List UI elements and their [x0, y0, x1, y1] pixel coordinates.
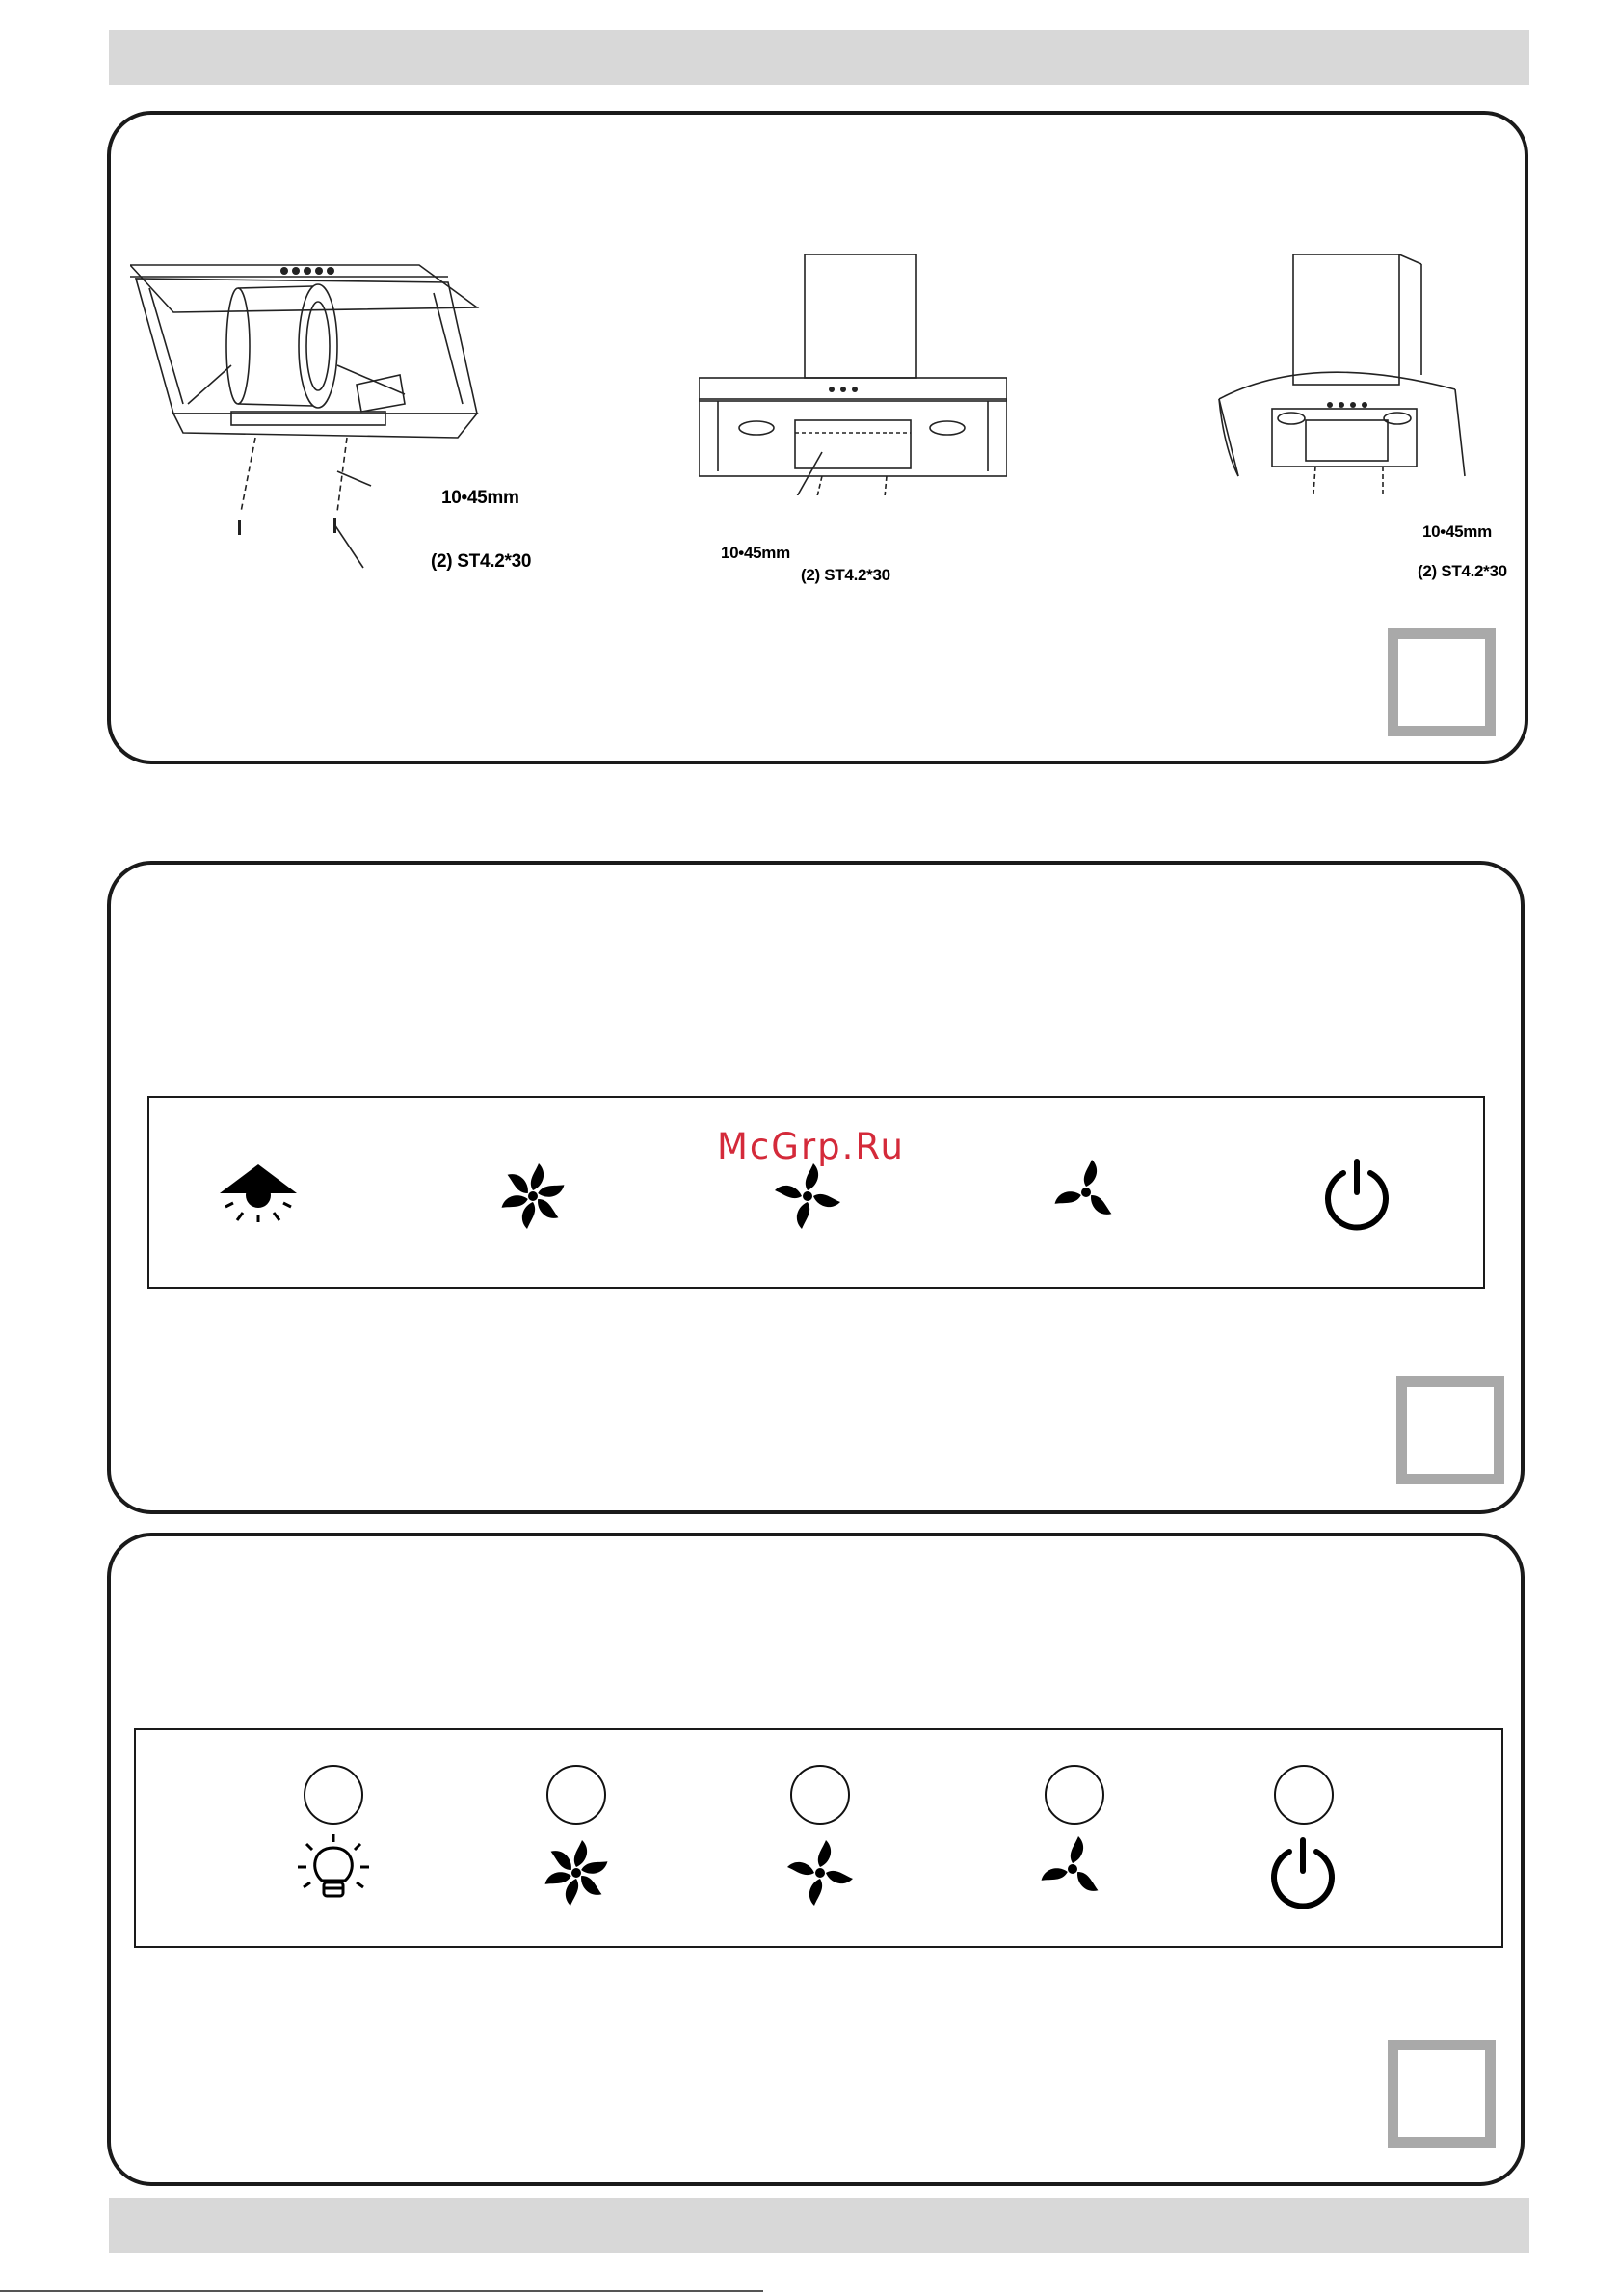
watermark: McGrp.Ru	[717, 1126, 905, 1167]
power-button[interactable]	[1274, 1765, 1334, 1825]
fan-high-button[interactable]	[546, 1765, 606, 1825]
fan-low-icon[interactable]	[1048, 1154, 1125, 1231]
center-screw-size-label: 10•45mm	[721, 544, 790, 562]
curved-glass-hood-diagram	[1214, 254, 1503, 495]
button-control-section	[107, 1533, 1525, 2186]
power-icon	[1260, 1834, 1346, 1915]
fan-medium-icon[interactable]	[769, 1158, 846, 1235]
center-screw-type-label: (2) ST4.2*30	[801, 566, 890, 584]
bottom-rule	[0, 2290, 763, 2292]
right-screw-size-label: 10•45mm	[1422, 522, 1492, 541]
left-screw-type-label: (2) ST4.2*30	[431, 551, 532, 572]
slim-hood-diagram	[130, 259, 650, 587]
chimney-hood-diagram	[699, 254, 1007, 495]
touch-control-panel	[147, 1096, 1485, 1289]
section-marker-3	[1388, 2040, 1496, 2148]
fan-high-icon[interactable]	[494, 1158, 571, 1235]
installation-panel	[107, 111, 1528, 764]
light-icon[interactable]	[215, 1156, 302, 1223]
fan-medium-icon	[782, 1834, 859, 1911]
fan-medium-button[interactable]	[790, 1765, 850, 1825]
touch-control-section	[107, 861, 1525, 1514]
bulb-icon	[295, 1832, 372, 1909]
fan-high-icon	[538, 1834, 615, 1911]
button-control-panel	[134, 1728, 1503, 1948]
header-bar	[109, 30, 1529, 85]
footer-bar	[109, 2198, 1529, 2253]
light-button[interactable]	[304, 1765, 363, 1825]
right-screw-type-label: (2) ST4.2*30	[1418, 562, 1507, 580]
section-marker-2	[1396, 1376, 1504, 1484]
fan-low-button[interactable]	[1045, 1765, 1104, 1825]
power-icon[interactable]	[1313, 1156, 1400, 1237]
fan-low-icon	[1034, 1830, 1111, 1908]
section-marker-1	[1388, 628, 1496, 736]
left-screw-size-label: 10•45mm	[441, 488, 519, 508]
